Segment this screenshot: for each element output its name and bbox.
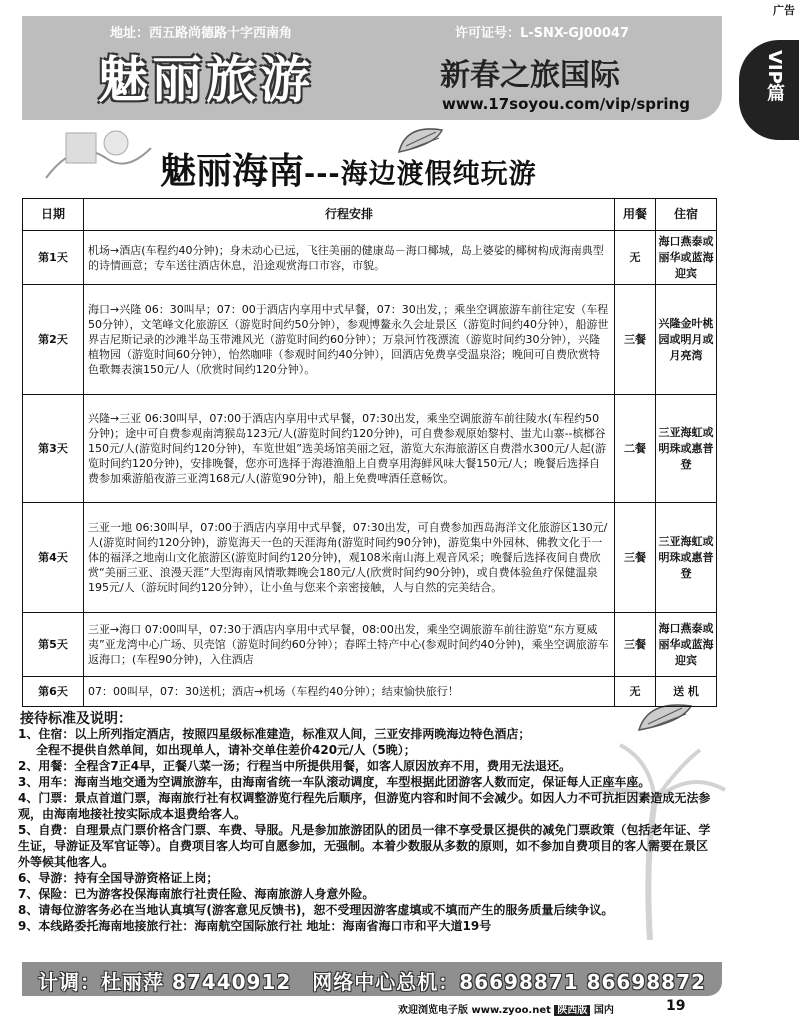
itinerary-cell: 机场→酒店(车程约40分钟)；身未动心已远，飞往美丽的健康岛－海口椰城，岛上婆娑的椰树构成海南典型的诗情画意；专车送往酒店休息，沿途观赏海口市容，市貌。 xyxy=(84,231,615,285)
itinerary-cell: 07：00叫早，07：30送机；酒店→机场（车程约40分钟）；结束愉快旅行！ xyxy=(84,677,615,707)
note-item: 1、住宿：以上所列指定酒店，按照四星级标准建造，标准双人间，三亚安排两晚海边特色酒店； xyxy=(18,727,531,741)
brand-logo: 魅丽旅游 xyxy=(98,51,314,109)
hotel-cell: 兴隆金叶桃园或明月或月亮湾 xyxy=(656,285,717,395)
footer-text: 欢迎浏览电子版 www.zyoo.net xyxy=(398,1005,551,1016)
section-label: 国内 xyxy=(593,1005,614,1016)
itinerary-cell: 三亚→海口 07:00叫早，07:30于酒店内享用中式早餐，08:00出发，乘坐空调旅游车前往游览“东方夏威夷”亚龙湾中心广场、贝壳馆（游览时间约60分钟）；春晖土特产中心(参观时间约40分钟)，乘坐空调旅游车返海口；(车程90分钟)，入住酒店 xyxy=(84,613,615,677)
day-cell: 第5天 xyxy=(23,613,84,677)
meal-cell: 二餐 xyxy=(615,395,656,503)
notes-heading: 接待标准及说明： xyxy=(20,711,132,727)
beach-illustration-icon xyxy=(36,118,156,188)
title-main: 魅丽海南 xyxy=(160,151,305,192)
table-row xyxy=(23,613,717,677)
address-text: 地址：西五路尚德路十字西南角 xyxy=(110,26,293,41)
note-item: 4、门票：景点首道门票，海南旅行社有权调整游览行程先后顺序，但游览内容和时间不会减少。如因人力不可抗拒因素造成无法参观，由海南地接社按实际成本退费给客人。 xyxy=(18,791,711,821)
meal-cell: 三餐 xyxy=(615,285,656,395)
notes-list xyxy=(18,726,718,934)
meal-cell: 无 xyxy=(615,231,656,285)
note-item: 2、用餐：全程含7正4早，正餐八菜一汤；行程当中所提供用餐，如客人原因放弃不用，费用无法退还。 xyxy=(18,759,572,773)
itinerary-cell: 海口→兴隆 06：30叫早；07：00于酒店内享用中式早餐，07：30出发，；乘坐空调旅游车前往定安（车程50分钟），文笔峰文化旅游区（游览时间约50分钟），参观博鳌永久会址景区（游览时间约40分钟），船游世界吉尼斯记录的沙滩半岛玉带滩风光（游览时间约60分钟）；万泉河竹筏漂流（游览时间约30分钟），兴隆植物园（游览时间60分钟），怡然咖啡（参观时间约40分钟），回酒店免费享受温泉浴；晚间可自费欣赏特色歌舞表演150元/人（欣赏时间约120分钟）。 xyxy=(84,285,615,395)
note-item: 6、导游：持有全国导游资格证上岗； xyxy=(18,871,219,885)
hotel-cell: 海口燕泰或丽华或蓝海迎宾 xyxy=(656,613,717,677)
hotel-cell: 海口燕泰或丽华或蓝海迎宾 xyxy=(656,231,717,285)
table-row xyxy=(23,677,717,707)
column-header: 日期 xyxy=(23,199,84,231)
column-header: 用餐 xyxy=(615,199,656,231)
page-number: 19 xyxy=(666,998,686,1014)
page-title xyxy=(160,143,537,194)
hotel-cell: 三亚海虹或明珠或惠普登 xyxy=(656,503,717,613)
note-item: 3、用车：海南当地交通为空调旅游车，由海南省统一车队滚动调度，车型根据此团游客人数而定，保证每人正座车座。 xyxy=(18,775,651,789)
table-row xyxy=(23,285,717,395)
table-row xyxy=(23,231,717,285)
contact-phones: 计调：杜丽萍 87440912 网络中心总机：86698871 86698872 xyxy=(38,970,706,994)
day-cell: 第2天 xyxy=(23,285,84,395)
vip-tab-label: VIP篇 xyxy=(764,50,785,102)
header-url[interactable]: www.17soyou.com/vip/spring xyxy=(442,95,690,113)
itinerary-cell: 兴隆→三亚 06:30叫早，07:00于酒店内享用中式早餐，07:30出发，乘坐空调旅游车前往陵水(车程约50分钟)；途中可自费参观南湾猴岛123元/人(游览时间约120分钟)，可自费参观原始黎村、蚩尤山寨--槟榔谷150元/人(游览时间约120分钟)，车览世姐”选美场馆美丽之冠，游览大东海旅游区自费潜水300元/人起(游览时间约120分钟)，安排晚餐，您亦可选择于海港渔船上自费享用海鲜风味大餐150元/人；晚餐后选择自费参加乘游船夜游三亚湾168元/人(游览90分钟)，船上免费啤酒任意畅饮。 xyxy=(84,395,615,503)
note-item: 全程不提供自然单间，如出现单人，请补交单住差价420元/人（5晚）； xyxy=(36,743,416,757)
column-header: 行程安排 xyxy=(84,199,615,231)
vip-tab xyxy=(739,40,799,140)
day-cell: 第1天 xyxy=(23,231,84,285)
day-cell: 第3天 xyxy=(23,395,84,503)
day-cell: 第4天 xyxy=(23,503,84,613)
itinerary-cell: 三亚一地 06:30叫早，07:00于酒店内享用中式早餐，07:30出发，可自费参加西岛海洋文化旅游区130元/人(游览时间约120分钟)，游览海天一色的天涯海角(游览时间约90分钟)，游览集中外园林、佛教文化于一体的福泽之地南山文化旅游区(游览时间约120分钟)，观108米南山海上观音风采；晚餐后选择夜间自费欣赏“美丽三亚、浪漫天涯”大型海南风情歌舞晚会180元/人(欣赏时间约90分钟)，或自费体验鱼疗保健温泉195元/人（游玩时间约120分钟），让小鱼与您来个亲密接触，人与自然的完美结合。 xyxy=(84,503,615,613)
note-item: 8、请每位游客务必在当地认真填写(游客意见反馈书)，恕不受理因游客虚填或不填而产生的服务质量后续争议。 xyxy=(18,903,614,917)
note-item: 5、自费：自理景点门票价格含门票、车费、导服。凡是参加旅游团队的团员一律不享受景区提供的减免门票政策（包括老年证、学生证，导游证及军官证等）。自费项目客人均可自愿参加，无强制。本着少数服从多数的原则，如不参加自费项目的客人需要在景区外等候其他客人。 xyxy=(18,823,711,869)
note-item: 9、本线路委托海南地接旅行社：海南航空国际旅行社 地址：海南省海口市和平大道19号 xyxy=(18,919,492,933)
ad-tag: 广告 xyxy=(773,4,795,17)
table-row xyxy=(23,503,717,613)
meal-cell: 无 xyxy=(615,677,656,707)
meal-cell: 三餐 xyxy=(615,503,656,613)
meal-cell: 三餐 xyxy=(615,613,656,677)
edition-badge: 陕西版 xyxy=(554,1005,590,1016)
table-header-row xyxy=(23,199,717,231)
note-item: 7、保险：已为游客投保海南旅行社责任险、海南旅游人身意外险。 xyxy=(18,887,375,901)
column-header: 住宿 xyxy=(656,199,717,231)
header-subtitle: 新春之旅国际 xyxy=(440,58,620,93)
title-sub: ---海边渡假纯玩游 xyxy=(304,159,537,190)
license-number: 许可证号：L-SNX-GJ00047 xyxy=(455,26,630,41)
footer xyxy=(398,1001,614,1016)
itinerary-table xyxy=(22,198,717,707)
hotel-cell: 三亚海虹或明珠或惠普登 xyxy=(656,395,717,503)
hotel-cell: 送 机 xyxy=(656,677,717,707)
day-cell: 第6天 xyxy=(23,677,84,707)
table-row xyxy=(23,395,717,503)
